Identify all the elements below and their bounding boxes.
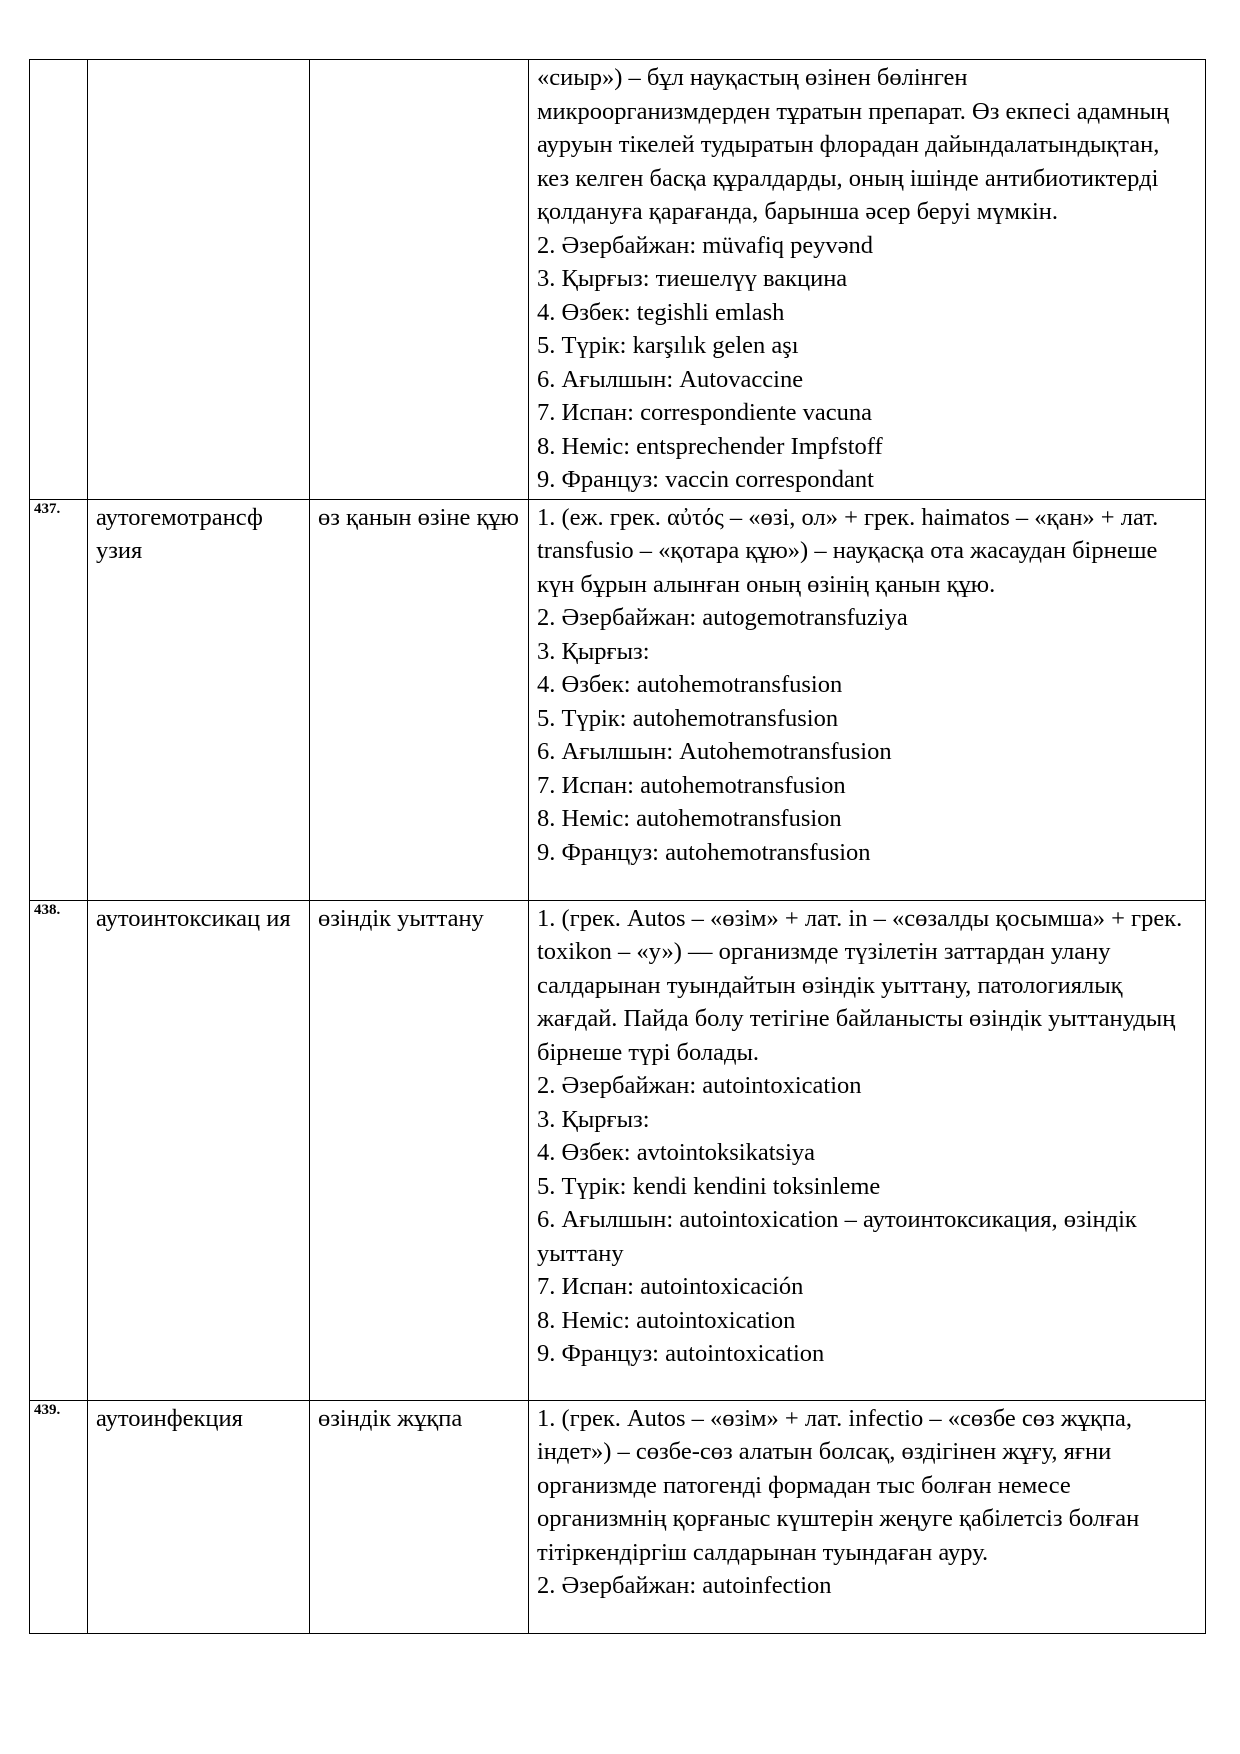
translation-line: 7. Испан: autohemotransfusion — [537, 771, 846, 799]
kazakh-equivalent-cell — [310, 60, 529, 500]
definition-text: «сиыр») – бұл науқастың өзінен бөлінген микроорганизмдерден тұратын препарат. Өз екпесі адамның ауруын тікелей тудыратын флорадан дайындалатындықтан, кез келген басқа құралдарды, оның ішінде антибиотиктерді қолдануға қарағанда, барынша әсер беруі мүмкін. — [537, 64, 1170, 225]
translation-line: 6. Ағылшын: autointoxication – аутоинтоксикация, өзіндік уыттану — [537, 1206, 1137, 1267]
translation-line: 5. Түрік: kendi kendini toksinleme — [537, 1172, 881, 1200]
translation-line: 5. Түрік: karşılık gelen aşı — [537, 332, 799, 359]
definition-cell — [529, 900, 1206, 1400]
table-row — [30, 1400, 1206, 1633]
translation-line: 9. Француз: autohemotransfusion — [537, 838, 871, 866]
translation-line: 3. Қырғыз: — [537, 637, 650, 665]
translation-line: 2. Әзербайжан: müvafiq peyvənd — [537, 231, 874, 259]
entry-number: 439. — [30, 1400, 88, 1633]
terminology-table — [29, 59, 1206, 1634]
definition-cell — [529, 1400, 1206, 1633]
table-row — [30, 60, 1206, 500]
kazakh-equivalent-cell: өзіндік жұқпа — [310, 1400, 529, 1633]
definition-text: 1. (грек. Autos – «өзім» + лат. infectio – «сөзбе сөз жұқпа, індет») – сөзбе-сөз алатын болсақ, өздігінен жұғу, яғни организмде патогенді формадан тыс болған немесе организмнің қорғаныс күштерін жеңуге қабілетсіз болған тітіркендіргіш салдарынан туындаған ауру. — [537, 1404, 1140, 1566]
definition-cell — [529, 60, 1206, 500]
definition-cell — [529, 499, 1206, 900]
table-row — [30, 900, 1206, 1400]
translation-line: 4. Өзбек: avtointoksikatsiya — [537, 1139, 816, 1166]
kazakh-equivalent-cell: өзіндік уыттану — [310, 900, 529, 1400]
translation-line: 9. Француз: autointoxication — [537, 1340, 825, 1367]
table-row — [30, 499, 1206, 900]
definition-text: 1. (грек. Autos – «өзім» + лат. in – «сөзалды қосымша» + грек. toxikon – «у») –– организмде түзілетін заттардан улану салдарынан туындайтын өзіндік уыттану, патологиялық жағдай. Пайда болу тетігіне байланысты өзіндік уыттанудың бірнеше түрі болады. — [537, 904, 1183, 1066]
term-cell: аутогемотрансф узия — [88, 499, 310, 900]
translation-line: 8. Неміс: autohemotransfusion — [537, 805, 842, 832]
translation-line: 7. Испан: autointoxicación — [537, 1273, 804, 1300]
translation-line: 6. Ағылшын: Autohemotransfusion — [537, 738, 892, 765]
definition-text: 1. (еж. грек. αὐτός – «өзі, ол» + грек. haimatos – «қан» + лат. transfusio – «қотара құю») – науқасқа ота жасаудан бірнеше күн бұрын алынған оның өзінің қанын құю. — [537, 503, 1159, 598]
kazakh-equivalent-cell: өз қанын өзіне құю — [310, 499, 529, 900]
translation-line: 3. Қырғыз: — [537, 1105, 650, 1133]
translation-line: 4. Өзбек: tegishli emlash — [537, 298, 785, 326]
translation-line: 2. Әзербайжан: autointoxication — [537, 1072, 862, 1099]
entry-number: 438. — [30, 900, 88, 1400]
translation-line: 8. Неміс: autointoxication — [537, 1306, 796, 1334]
translation-line: 2. Әзербайжан: autoinfection — [537, 1572, 832, 1599]
translation-line: 2. Әзербайжан: autogemotransfuziya — [537, 604, 908, 631]
translation-line: 8. Неміс: entsprechender Impfstoff — [537, 432, 883, 460]
term-cell: аутоинтоксикац ия — [88, 900, 310, 1400]
term-cell — [88, 60, 310, 500]
translation-line: 7. Испан: correspondiente vacuna — [537, 399, 873, 426]
entry-number — [30, 60, 88, 500]
entry-number: 437. — [30, 499, 88, 900]
translation-line: 9. Француз: vaccin correspondant — [537, 466, 874, 493]
term-cell: аутоинфекция — [88, 1400, 310, 1633]
translation-line: 5. Түрік: autohemotransfusion — [537, 704, 839, 732]
translation-line: 6. Ағылшын: Autovaccine — [537, 365, 804, 393]
translation-line: 3. Қырғыз: тиешелүү вакцина — [537, 265, 848, 292]
translation-line: 4. Өзбек: autohemotransfusion — [537, 671, 843, 698]
